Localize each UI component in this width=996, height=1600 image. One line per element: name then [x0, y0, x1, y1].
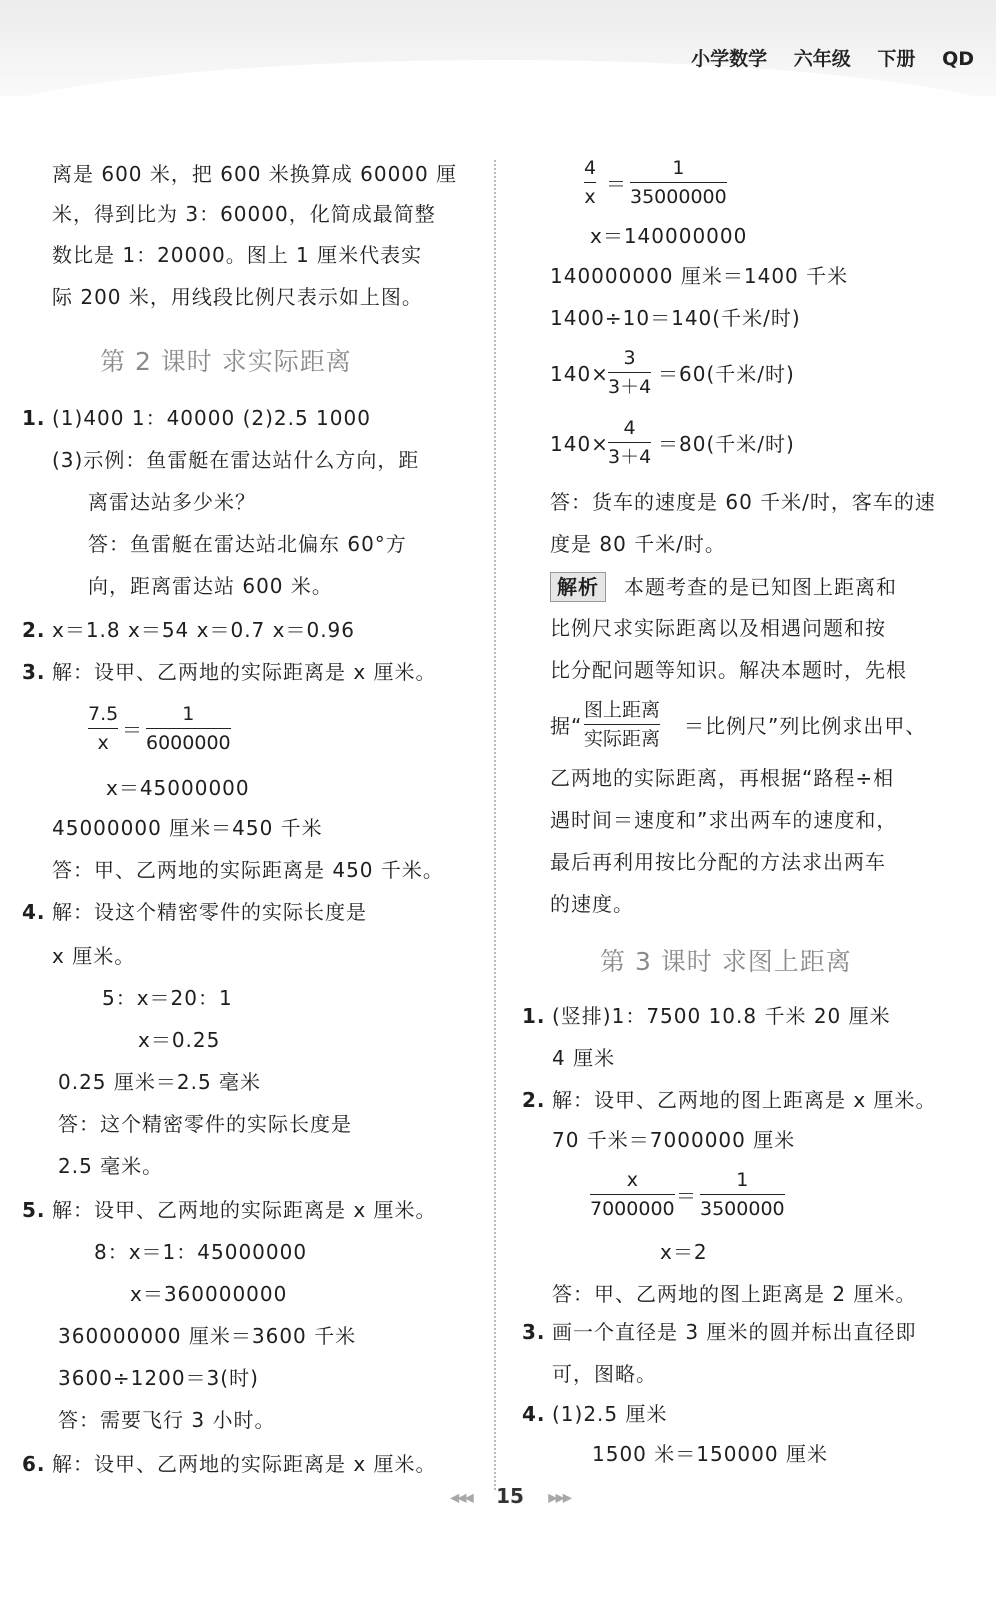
r-q2-conversion: 70 千米＝7000000 厘米	[552, 1128, 796, 1152]
question-number: 2.	[522, 1088, 546, 1112]
r-solution: x＝140000000	[590, 224, 748, 248]
r-multiply-result: ＝60(千米/时)	[658, 362, 795, 386]
q1-line: 向，距离雷达站 600 米。	[88, 574, 333, 598]
r-q2-setup: 解：设甲、乙两地的图上距离是 x 厘米。	[552, 1088, 937, 1112]
intro-line: 际 200 米，用线段比例尺表示如上图。	[52, 285, 423, 309]
q4-ratio: 5：x＝20：1	[102, 986, 233, 1010]
analysis-tag: 解析	[550, 572, 606, 602]
intro-line: 离是 600 米，把 600 米换算成 60000 厘	[52, 162, 458, 186]
q5-solution: x＝360000000	[130, 1282, 288, 1306]
q3-scale-fraction: 1 6000000	[146, 703, 231, 754]
intro-line: 米，得到比为 3：60000，化简成最简整	[52, 202, 436, 226]
question-number: 5.	[22, 1198, 46, 1222]
q2-answers: x＝1.8 x＝54 x＝0.7 x＝0.96	[52, 618, 356, 642]
question-number: 2.	[22, 618, 46, 642]
r-scale-fraction: 1 35000000	[630, 157, 727, 208]
column-divider	[494, 160, 496, 1490]
q5-answer: 答：需要飞行 3 小时。	[58, 1408, 276, 1432]
r-q2-scale-fraction: 1 3500000	[700, 1169, 785, 1220]
analysis-line: 遇时间＝速度和”求出两车的速度和，	[550, 808, 898, 832]
header-info	[671, 44, 974, 71]
q3-solution: x＝45000000	[106, 776, 250, 800]
analysis-line: 的速度。	[550, 892, 634, 916]
r-multiply-result: ＝80(千米/时)	[658, 432, 795, 456]
section-title-lesson3: 第 3 课时 求图上距离	[600, 947, 852, 976]
q6-setup: 解：设甲、乙两地的实际距离是 x 厘米。	[52, 1452, 437, 1476]
q4-solution: x＝0.25	[138, 1028, 221, 1052]
r-q4-text: (1)2.5 厘米	[552, 1402, 668, 1426]
question-number: 4.	[22, 900, 46, 924]
question-number: 6.	[22, 1452, 46, 1476]
q5-setup: 解：设甲、乙两地的实际距离是 x 厘米。	[52, 1198, 437, 1222]
r-q1-answers: (竖排)1：7500 10.8 千米 20 厘米	[552, 1004, 891, 1028]
r-equals: ＝	[606, 172, 627, 196]
r-q2-fraction: x 7000000	[590, 1169, 675, 1220]
r-answer: 答：货车的速度是 60 千米/时，客车的速	[550, 490, 936, 514]
q3-conversion: 45000000 厘米＝450 千米	[52, 816, 323, 840]
analysis-fraction: 图上距离 实际距离	[584, 699, 661, 750]
analysis-suffix: ＝比例尺”列比例求出甲、	[684, 714, 927, 738]
q3-answer: 答：甲、乙两地的实际距离是 450 千米。	[52, 858, 444, 882]
q3-setup: 解：设甲、乙两地的实际距离是 x 厘米。	[52, 660, 437, 684]
q5-conversion: 360000000 厘米＝3600 千米	[58, 1324, 357, 1348]
header-subject: 小学数学	[691, 48, 768, 70]
header-volume: 下册	[877, 48, 916, 70]
r-ratio-fraction: 4 3＋4	[608, 417, 652, 468]
q3-fraction: 7.5 x	[88, 703, 119, 754]
section-title-lesson2: 第 2 课时 求实际距离	[100, 347, 352, 376]
analysis-line: 最后再利用按比分配的方法求出两车	[550, 850, 886, 874]
r-answer: 度是 80 千米/时。	[550, 532, 726, 556]
q1-line: 答：鱼雷艇在雷达站北偏东 60°方	[88, 532, 407, 556]
question-number: 3.	[522, 1320, 546, 1344]
prev-arrows-icon: ◀◀◀	[450, 1490, 472, 1505]
analysis-line: 比例尺求实际距离以及相遇问题和按	[550, 616, 886, 640]
analysis-line: 解析 本题考查的是已知图上距离和	[550, 572, 897, 602]
r-q2-solution: x＝2	[660, 1240, 708, 1264]
q3-equals: ＝	[122, 718, 143, 742]
r-multiply-prefix: 140×	[550, 432, 609, 456]
header-edition: QD	[942, 48, 974, 70]
q1-line: (3)示例：鱼雷艇在雷达站什么方向，距	[52, 448, 420, 472]
analysis-line: 比分配问题等知识。解决本题时，先根	[550, 658, 907, 682]
question-number: 1.	[522, 1004, 546, 1028]
r-multiply-prefix: 140×	[550, 362, 609, 386]
intro-line: 数比是 1：20000。图上 1 厘米代表实	[52, 243, 423, 267]
r-q3-text: 可，图略。	[552, 1362, 657, 1386]
r-conversion: 140000000 厘米＝1400 千米	[550, 264, 849, 288]
analysis-prefix: 据“	[550, 714, 583, 738]
page-footer	[420, 1484, 600, 1508]
q5-division: 3600÷1200＝3(时)	[58, 1366, 259, 1390]
question-number: 3.	[22, 660, 46, 684]
q4-setup: x 厘米。	[52, 944, 136, 968]
question-number: 1.	[22, 406, 46, 430]
q4-answer: 2.5 毫米。	[58, 1154, 164, 1178]
r-q3-text: 画一个直径是 3 厘米的圆并标出直径即	[552, 1320, 917, 1344]
q4-conversion: 0.25 厘米＝2.5 毫米	[58, 1070, 262, 1094]
next-arrows-icon: ▶▶▶	[548, 1490, 570, 1505]
r-division: 1400÷10＝140(千米/时)	[550, 306, 801, 330]
q4-answer: 答：这个精密零件的实际长度是	[58, 1112, 352, 1136]
q1-line: 离雷达站多少米？	[88, 490, 256, 514]
q5-ratio: 8：x＝1：45000000	[94, 1240, 308, 1264]
r-q1-answers: 4 厘米	[552, 1046, 616, 1070]
q1-line: (1)400 1：40000 (2)2.5 1000	[52, 406, 371, 430]
analysis-line: 乙两地的实际距离，再根据“路程÷相	[550, 766, 895, 790]
page-number: 15	[496, 1484, 524, 1508]
r-q2-answer: 答：甲、乙两地的图上距离是 2 厘米。	[552, 1282, 917, 1306]
question-number: 4.	[522, 1402, 546, 1426]
q4-setup: 解：设这个精密零件的实际长度是	[52, 900, 367, 924]
r-fraction: 4 x	[584, 157, 597, 208]
r-q4-conversion: 1500 米＝150000 厘米	[592, 1442, 828, 1466]
r-ratio-fraction: 3 3＋4	[608, 347, 652, 398]
r-q2-equals: ＝	[676, 1184, 697, 1208]
header-grade: 六年级	[793, 48, 851, 70]
